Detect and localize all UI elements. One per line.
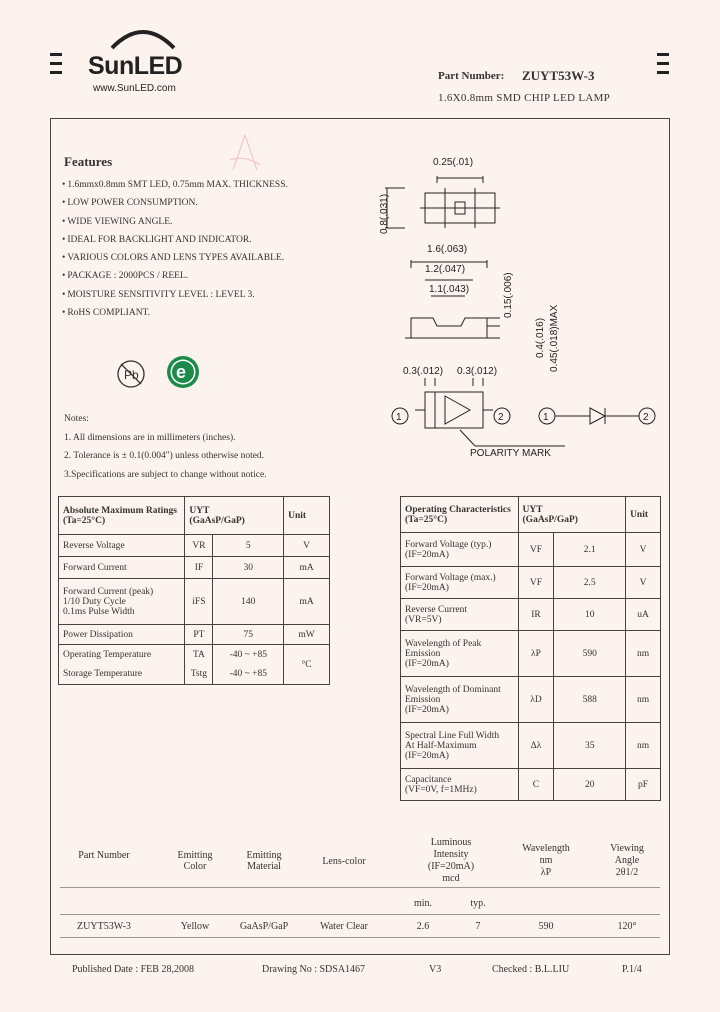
sel-header-viewing-angle: Viewing Angle 2θ1/2 [610, 843, 644, 878]
op-char-part-header: UYT (GaAsP/GaP) [518, 497, 626, 533]
sel-cell-part: ZUYT53W-3 [77, 921, 131, 932]
dim-h1: 0.15(.006) [503, 272, 514, 318]
pin-2-label: 2 [498, 412, 504, 423]
table-row: Wavelength of Dominant Emission (IF=20mA) λD 588 nm [401, 677, 661, 723]
op-char-unit-header: Unit [626, 497, 661, 533]
schematic-pin-1: 1 [543, 412, 549, 423]
features-list [62, 176, 288, 322]
corner-bar [657, 71, 669, 74]
sel-header-part: Part Number [78, 850, 130, 861]
sel-header-min: min. [413, 898, 433, 909]
version: V3 [429, 964, 442, 975]
corner-bar [657, 62, 669, 65]
table-row: Storage Temperature Tstg -40 ~ +85 [59, 665, 330, 685]
corner-bar [657, 53, 669, 56]
sel-header-typ: typ. [470, 898, 486, 909]
polarity-mark-label: POLARITY MARK [470, 448, 551, 459]
sel-cell-typ: 7 [475, 921, 481, 932]
table-row: Capacitance (VF=0V, f=1MHz) C 20 pF [401, 769, 661, 801]
pb-text: Pb [124, 368, 139, 382]
sel-header-emitting-color: Emitting Color [177, 850, 213, 872]
table-row: Forward Current IF 30 mA [59, 557, 330, 579]
dim-w3: 1.1(.043) [429, 284, 470, 295]
feature-item: • LOW POWER CONSUMPTION. [62, 194, 288, 212]
table-row: Forward Current (peak) 1/10 Duty Cycle 0.1ms Pulse Width iFS 140 mA [59, 579, 330, 625]
dim-w2: 1.2(.047) [425, 264, 466, 275]
table-row: Power Dissipation PT 75 mW [59, 625, 330, 645]
package-drawing [375, 148, 665, 468]
schematic-pin-2: 2 [643, 412, 649, 423]
table-row: Wavelength of Peak Emission (IF=20mA) λP 590 nm [401, 631, 661, 677]
feature-item: • RoHS COMPLIANT. [62, 304, 288, 322]
features-title: Features [64, 154, 113, 169]
sel-header-emitting-material: Emitting Material [246, 850, 282, 872]
sel-divider [60, 937, 660, 938]
feature-item: • MOISTURE SENSITIVITY LEVEL : LEVEL 3. [62, 286, 288, 304]
note-line: 1. All dimensions are in millimeters (inches). [64, 432, 236, 443]
checked-by: Checked : B.L.LIU [492, 964, 570, 975]
drawing-number: Drawing No : SDSA1467 [262, 964, 366, 975]
feature-item: • PACKAGE : 2000PCS / REEL. [62, 267, 288, 285]
sel-cell-min: 2.6 [416, 921, 430, 932]
dim-h3: 0.45(.018)MAX [549, 304, 560, 372]
published-date: Published Date : FEB 28,2008 [72, 964, 194, 975]
dim-h2: 0.4(.016) [535, 317, 546, 358]
website-link[interactable]: www.SunLED.com [93, 83, 176, 94]
table-row: Reverse Voltage VR 5 V [59, 535, 330, 557]
table-row: Spectral Line Full Width At Half-Maximum (IF=20mA) Δλ 35 nm [401, 723, 661, 769]
part-number-label: Part Number: [438, 70, 505, 82]
feature-item: • VARIOUS COLORS AND LENS TYPES AVAILABLE. [62, 249, 288, 267]
sel-header-wavelength: Wavelength nm λP [522, 843, 570, 878]
page-number: P.1/4 [622, 964, 642, 975]
logo-arc-icon [108, 22, 178, 50]
notes-title: Notes: [64, 414, 89, 424]
abs-max-title: Absolute Maximum Ratings (Ta=25°C) [59, 497, 185, 535]
sel-cell-lens: Water Clear [320, 921, 368, 932]
product-subtitle: 1.6X0.8mm SMD CHIP LED LAMP [438, 92, 611, 104]
sel-header-luminous: Luminous Intensity (IF=20mA) mcd [427, 837, 475, 884]
watermark-icon [225, 130, 265, 175]
operating-characteristics-table [400, 496, 661, 801]
sel-divider [60, 914, 660, 915]
dim-side: 0.8(.031) [379, 193, 390, 234]
sel-cell-angle: 120° [617, 921, 637, 932]
table-row: Forward Voltage (max.) (IF=20mA) VF 2.5 V [401, 567, 661, 599]
sel-header-lens: Lens-color [322, 856, 366, 867]
feature-item: • 1.6mmx0.8mm SMT LED, 0.75mm MAX. THICKNESS. [62, 176, 288, 194]
table-row: Operating Temperature TA -40 ~ +85 °C [59, 645, 330, 665]
dim-pad-right: 0.3(.012) [457, 366, 498, 377]
table-row: Forward Voltage (typ.) (IF=20mA) VF 2.1 V [401, 533, 661, 567]
feature-item: • WIDE VIEWING ANGLE. [62, 213, 288, 231]
rohs-e-icon [165, 354, 201, 390]
sel-divider [60, 887, 660, 888]
abs-max-unit-header: Unit [284, 497, 330, 535]
part-number-value: ZUYT53W-3 [522, 68, 595, 83]
note-line: 2. Tolerance is ± 0.1(0.004") unless otherwise noted. [64, 451, 265, 462]
rohs-e-text: e [176, 362, 187, 382]
logo: SunLED [88, 52, 183, 80]
sel-cell-color: Yellow [180, 921, 210, 932]
dim-top: 0.25(.01) [433, 157, 474, 168]
absolute-max-table [58, 496, 330, 685]
abs-max-part-header: UYT (GaAsP/GaP) [185, 497, 284, 535]
sel-cell-material: GaAsP/GaP [239, 921, 289, 932]
corner-bar [50, 53, 62, 56]
notes [64, 410, 267, 484]
corner-bar [50, 71, 62, 74]
table-row: Reverse Current (VR=5V) IR 10 uA [401, 599, 661, 631]
sel-cell-wavelength: 590 [538, 921, 554, 932]
pb-free-icon [115, 358, 147, 390]
dim-pad-left: 0.3(.012) [403, 366, 444, 377]
op-char-title: Operating Characteristics (Ta=25°C) [401, 497, 519, 533]
dim-w1: 1.6(.063) [427, 244, 468, 255]
note-line: 3.Specifications are subject to change without notice. [64, 469, 267, 480]
pin-1-label: 1 [396, 412, 402, 423]
corner-bar [50, 62, 62, 65]
feature-item: • IDEAL FOR BACKLIGHT AND INDICATOR. [62, 231, 288, 249]
